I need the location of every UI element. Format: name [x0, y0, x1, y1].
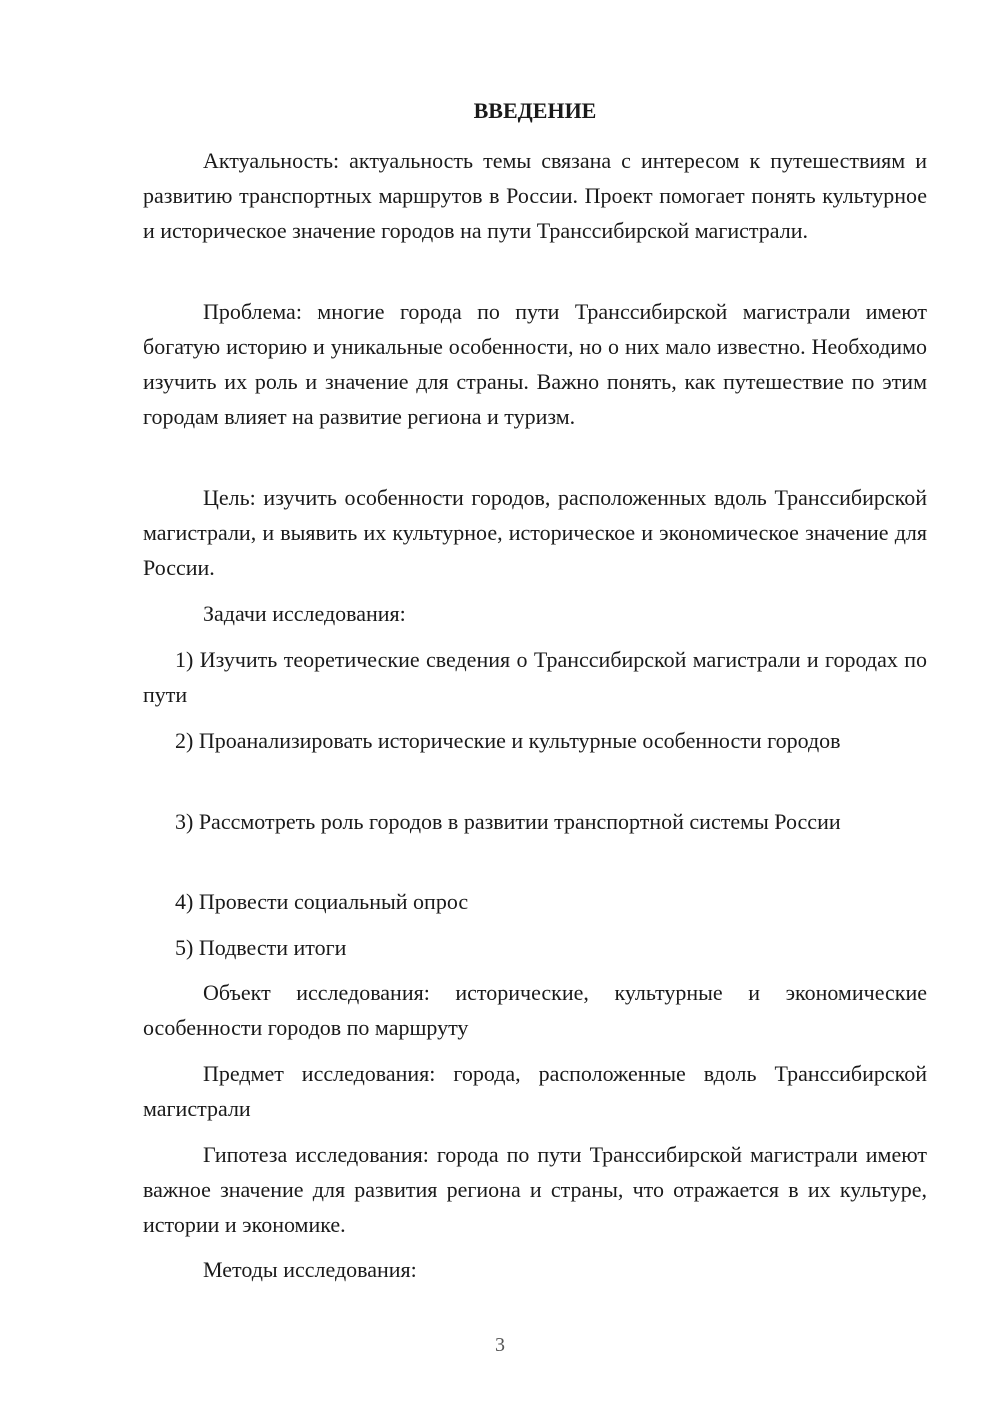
paragraph-hypothesis: Гипотеза исследования: города по пути Транссибирской магистрали имеют важное значение для развития региона и страны, что отражается в их культуре, истории и экономике.	[143, 1142, 927, 1237]
task-item-4: 4) Провести социальный опрос	[175, 889, 469, 914]
paragraph-problem: Проблема: многие города по пути Транссибирской магистрали имеют богатую историю и уникальные особенности, но о них мало известно. Необходимо изучить их роль и значение для страны. Важно понять, как путешествие по этим городам влияет на развитие региона и туризм.	[143, 299, 927, 429]
page-number: 3	[495, 1334, 505, 1356]
task-item-3: 3) Рассмотреть роль городов в развитии транспортной системы России	[175, 809, 841, 834]
page-title: ВВЕДЕНИЕ	[473, 98, 597, 123]
task-item-5: 5) Подвести итоги	[175, 935, 347, 960]
paragraph-object: Объект исследования: исторические, культурные и экономические особенности городов по маршруту	[143, 980, 927, 1040]
paragraph-subject: Предмет исследования: города, расположенные вдоль Транссибирской магистрали	[143, 1061, 927, 1121]
methods-title: Методы исследования:	[203, 1257, 417, 1282]
task-item-2: 2) Проанализировать исторические и культурные особенности городов	[175, 728, 841, 753]
paragraph-goal: Цель: изучить особенности городов, расположенных вдоль Транссибирской магистрали, и выявить их культурное, историческое и экономическое значение для России.	[143, 485, 927, 580]
paragraph-relevance: Актуальность: актуальность темы связана с интересом к путешествиям и развитию транспортных маршрутов в России. Проект помогает понять культурное и историческое значение городов на пути Транссибирской магистрали.	[143, 148, 927, 243]
task-item-1: 1) Изучить теоретические сведения о Транссибирской магистрали и городах по пути	[143, 647, 927, 707]
tasks-title: Задачи исследования:	[203, 601, 406, 626]
